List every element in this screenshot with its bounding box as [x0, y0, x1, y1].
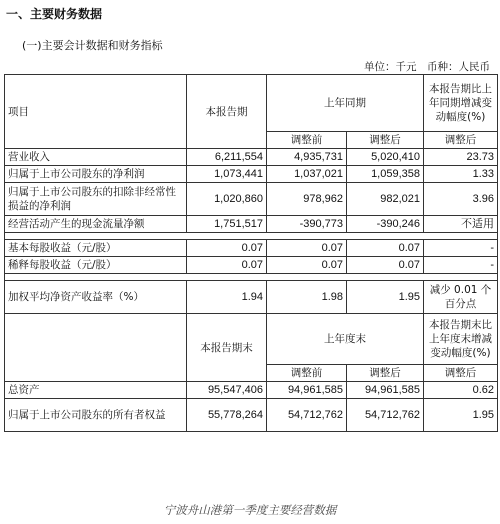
cell-after: 5,020,410: [347, 149, 424, 166]
table1-header-row: [5, 75, 498, 132]
row-gap: [5, 233, 498, 240]
subheader-before-adjustment: 调整前: [267, 132, 347, 149]
cell-change: -: [424, 257, 498, 274]
subheader-before-adjustment: 调整前: [267, 365, 347, 382]
header-change-rate: 本报告期比上年同期增减变动幅度(%): [424, 75, 498, 132]
cell-before: 0.07: [267, 240, 347, 257]
cell-current: 55,778,264: [187, 399, 267, 432]
cell-current: 6,211,554: [187, 149, 267, 166]
row-label: 营业收入: [5, 149, 187, 166]
cell-after: 0.07: [347, 257, 424, 274]
cell-before: 4,935,731: [267, 149, 347, 166]
row-label: 归属于上市公司股东的净利润: [5, 166, 187, 183]
header-current-period: 本报告期: [187, 75, 267, 149]
cell-change: 0.62: [424, 382, 498, 399]
cell-change: 1.95: [424, 399, 498, 432]
row-label: 加权平均净资产收益率（%）: [5, 281, 187, 314]
cell-after: -390,246: [347, 216, 424, 233]
cell-after: 982,021: [347, 183, 424, 216]
table-row: [5, 166, 498, 183]
cell-after: 0.07: [347, 240, 424, 257]
cell-after: 54,712,762: [347, 399, 424, 432]
cell-after: 94,961,585: [347, 382, 424, 399]
cell-current: 1,073,441: [187, 166, 267, 183]
row-label: 经营活动产生的现金流量净额: [5, 216, 187, 233]
subheader-change-after-adjustment: 调整后: [424, 365, 498, 382]
row-label: 总资产: [5, 382, 187, 399]
table-row: [5, 257, 498, 274]
cell-before: 978,962: [267, 183, 347, 216]
cell-before: 1,037,021: [267, 166, 347, 183]
table-row: [5, 281, 498, 314]
header-prior-year-end: 上年度末: [267, 314, 424, 365]
cell-before: 1.98: [267, 281, 347, 314]
unit-currency-note: 单位：千元 币种：人民币: [364, 61, 490, 73]
table-row: [5, 240, 498, 257]
cell-current: 0.07: [187, 240, 267, 257]
row-label: 归属于上市公司股东的所有者权益: [5, 399, 187, 432]
row-gap: [5, 274, 498, 281]
table-row: [5, 382, 498, 399]
row-label: 基本每股收益（元/股）: [5, 240, 187, 257]
cell-change: -: [424, 240, 498, 257]
cell-current: 1,751,517: [187, 216, 267, 233]
table-row: [5, 183, 498, 216]
row-label: 归属于上市公司股东的扣除非经常性损益的净利润: [5, 183, 187, 216]
table2-header-row: [5, 314, 498, 365]
cell-change: 不适用: [424, 216, 498, 233]
header-item-blank: [5, 314, 187, 382]
header-prior-year-period: 上年同期: [267, 75, 424, 132]
financial-data-table: [4, 74, 498, 432]
section-heading: 一、主要财务数据: [6, 7, 103, 21]
cell-change: 23.73: [424, 149, 498, 166]
cell-current: 1,020,860: [187, 183, 267, 216]
subheader-after-adjustment: 调整后: [347, 365, 424, 382]
table-row: [5, 216, 498, 233]
header-item: 项目: [5, 75, 187, 149]
cell-current: 1.94: [187, 281, 267, 314]
cell-after: 1,059,358: [347, 166, 424, 183]
row-label: 稀释每股收益（元/股）: [5, 257, 187, 274]
header-period-end: 本报告期末: [187, 314, 267, 382]
cell-current: 0.07: [187, 257, 267, 274]
image-caption: 宁波舟山港第一季度主要经营数据: [163, 503, 337, 517]
cell-before: 54,712,762: [267, 399, 347, 432]
cell-current: 95,547,406: [187, 382, 267, 399]
subsection-heading: (一)主要会计数据和财务指标: [22, 39, 163, 52]
table-row: [5, 399, 498, 432]
cell-change: 1.33: [424, 166, 498, 183]
cell-before: 94,961,585: [267, 382, 347, 399]
cell-before: 0.07: [267, 257, 347, 274]
header-change-rate-period-end: 本报告期末比上年度末增减变动幅度(%): [424, 314, 498, 365]
cell-after: 1.95: [347, 281, 424, 314]
cell-before: -390,773: [267, 216, 347, 233]
subheader-change-after-adjustment: 调整后: [424, 132, 498, 149]
cell-change: 3.96: [424, 183, 498, 216]
subheader-after-adjustment: 调整后: [347, 132, 424, 149]
table-row: [5, 149, 498, 166]
cell-change: 减少 0.01 个百分点: [424, 281, 498, 314]
